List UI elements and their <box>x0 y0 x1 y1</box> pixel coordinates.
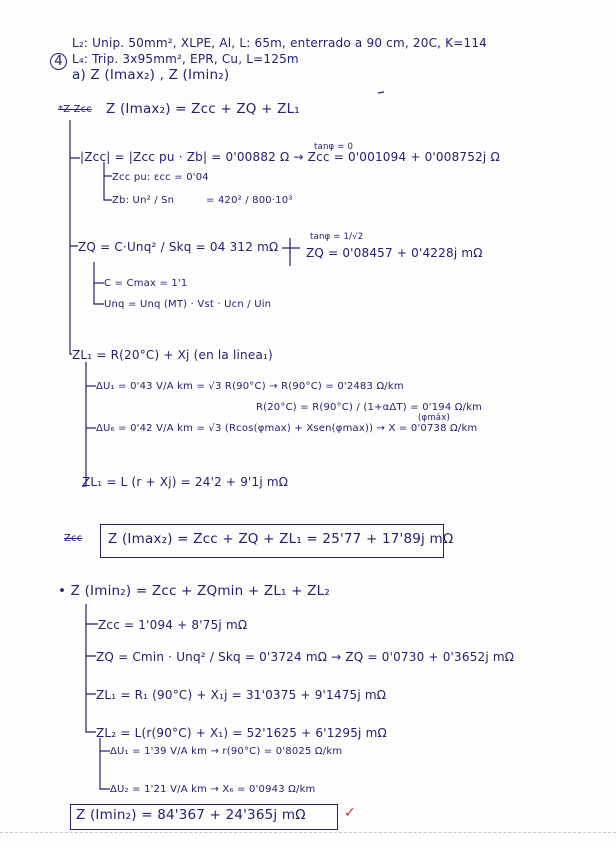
zl1-du1: ΔU₁ = 0'43 V/A km = √3 R(90°C) → R(90°C) = 0'2483 Ω/km <box>96 381 404 392</box>
zl1-bracket <box>70 246 72 354</box>
page-edge-rule <box>0 832 616 834</box>
l2-cable-spec: L₂: Unip. 50mm², XLPE, Al, L: 65m, enterrado a 90 cm, 20C, K=114 <box>72 36 487 50</box>
zl1-line: ZL₁ = R(20°C) + Xj (en la linea₁) <box>72 348 273 362</box>
zmax-heading: Z (Imax₂) = Zcc + ZQ + ZL₁ <box>106 101 300 117</box>
zmin-heading: • Z (Imin₂) = Zcc + ZQmin + ZL₁ + ZL₂ <box>58 583 330 599</box>
scratched-prefix: *Z Zcc <box>58 104 93 115</box>
zmin-zcc-bracket <box>86 604 98 624</box>
zmin-zq: ZQ = Cmin · Unq² / Skq = 0'3724 mΩ → ZQ = 0'0730 + 0'3652j mΩ <box>96 650 515 664</box>
zl1-du6: ΔU₆ = 0'42 V/A km = √3 (Rcos(φmax) + Xsen(φmax)) → X = 0'0738 Ω/km <box>96 423 478 434</box>
zmin-boxed: Z (Imin₂) = 84'367 + 24'365j mΩ <box>76 807 306 823</box>
zcc-pu-line: Zcc pu: εcc = 0'04 <box>112 172 209 183</box>
zcc-bracket <box>70 120 80 158</box>
zl1-result: ZL₁ = L (r + Xj) = 24'2 + 9'1j mΩ <box>82 475 289 489</box>
zcc-sub-bracket <box>104 162 112 200</box>
zmin-du1: ΔU₁ = 1'39 V/A km → r(90°C) = 0'8025 Ω/km <box>110 746 343 757</box>
zq-result: ZQ = 0'08457 + 0'4228j mΩ <box>306 246 483 260</box>
part-a-title: a) Z (Imax₂) , Z (Imin₂) <box>72 67 230 83</box>
zmin-zl2: ZL₂ = L(r(90°C) + X₁) = 52'1625 + 6'1295j mΩ <box>96 726 387 740</box>
zl1-sub-bracket <box>82 362 86 486</box>
zcc-line: |Zcc| = |Zcc pu · Zb| = 0'00882 Ω → Zcc = 0'001094 + 0'008752j Ω <box>80 150 500 164</box>
zmin-zcc: Zcc = 1'094 + 8'75j mΩ <box>98 618 248 632</box>
zcc-tan-note: tanφ = 0 <box>314 142 354 152</box>
zb-line-a: Zb: Un² / Sn <box>112 195 175 206</box>
zq-unq-line: Unq = Unq (MT) · Vst · Ucn / Uin <box>104 299 272 310</box>
l4-cable-spec: L₄: Trip. 3x95mm², EPR, Cu, L=125m <box>72 52 299 66</box>
zq-bracket <box>70 158 78 246</box>
zq-c-line: C = Cmax = 1'1 <box>104 278 188 289</box>
zmin-du2: ΔU₂ = 1'21 V/A km → X₆ = 0'0943 Ω/km <box>110 784 316 795</box>
zq-line: ZQ = C·Unq² / Skq = 04 312 mΩ <box>78 240 279 254</box>
zmin-zl1: ZL₁ = R₁ (90°C) + X₁j = 31'0375 + 9'1475j mΩ <box>96 688 387 702</box>
check-mark: ✓ <box>344 805 356 821</box>
problem-number: 4 <box>50 53 67 70</box>
scratched-prefix-2: Zcc <box>64 533 83 544</box>
zl1-r20: R(20°C) = R(90°C) / (1+αΔT) = 0'194 Ω/km <box>256 402 483 413</box>
zmax-boxed: Z (Imax₂) = Zcc + ZQ + ZL₁ = 25'77 + 17'89j mΩ <box>108 531 454 547</box>
zb-line-b: = 420² / 800·10³ <box>206 195 293 206</box>
zq-tan-note: tanφ = 1/√2 <box>310 232 364 242</box>
zl1-phimax-note: (φmáx) <box>418 413 450 423</box>
